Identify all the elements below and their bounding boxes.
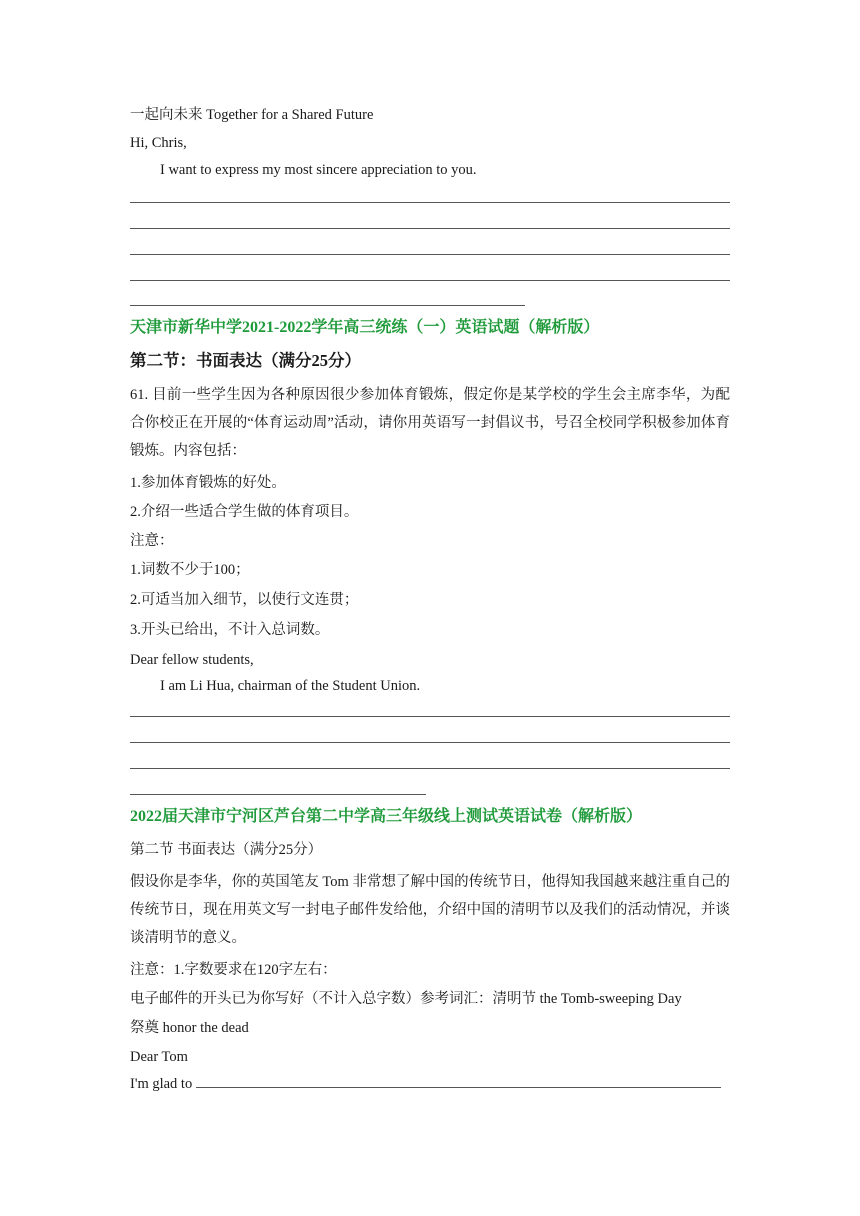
task-prompt: 61. 目前一些学生因为各种原因很少参加体育锻炼，假定你是某学校的学生会主席李华，为配合你校正在开展的“体育运动周”活动，请你用英语写一封倡议书，号召全校同学积极参加体育锻炼。内容包括： — [130, 387, 730, 459]
answer-line — [130, 794, 426, 795]
content-point: 1.参加体育锻炼的好处。 — [130, 475, 286, 491]
letter-greeting: Dear fellow students, — [130, 652, 254, 668]
answer-line — [130, 280, 730, 281]
answer-line — [130, 305, 525, 306]
note-item: 1.词数不少于100； — [130, 562, 250, 578]
letter-opening: I'm glad to — [130, 1076, 193, 1092]
letter-opening: I want to express my most sincere appreciation to you. — [160, 162, 477, 178]
source-title: 2022届天津市宁河区芦台第二中学高三年级线上测试英语试卷（解析版） — [130, 808, 643, 825]
vocabulary-line: 祭奠 honor the dead — [130, 1020, 249, 1036]
letter-opening: I am Li Hua, chairman of the Student Union. — [160, 678, 421, 694]
essay-title-line: 一起向未来 Together for a Shared Future — [130, 107, 374, 123]
answer-line — [130, 228, 730, 229]
answer-line — [130, 768, 730, 769]
note-item: 3.开头已给出，不计入总词数。 — [130, 622, 330, 638]
answer-line — [196, 1073, 721, 1088]
notes-label: 注意： — [130, 533, 174, 549]
answer-line — [130, 254, 730, 255]
part-title: 第二节 书面表达（满分25分） — [130, 842, 323, 858]
note-line: 注意：1.字数要求在120字左右： — [130, 962, 337, 978]
task-prompt: 假设你是李华，你的英国笔友 Tom 非常想了解中国的传统节日，他得知我国越来越注重自己的传统节日，现在用英文写一封电子邮件发给他，介绍中国的清明节以及我们的活动情况，并谈谈清明节的意义。 — [130, 874, 730, 946]
note-item: 2.可适当加入细节，以使行文连贯； — [130, 592, 359, 608]
vocabulary-line: 电子邮件的开头已为你写好（不计入总字数）参考词汇：清明节 the Tomb-sweeping Day — [130, 991, 682, 1007]
part-title: 第二节：书面表达（满分25分） — [130, 351, 361, 370]
content-point: 2.介绍一些适合学生做的体育项目。 — [130, 504, 359, 520]
letter-opening-line — [130, 1073, 721, 1094]
answer-line — [130, 716, 730, 717]
letter-greeting: Hi, Chris, — [130, 135, 187, 151]
letter-greeting: Dear Tom — [130, 1049, 188, 1065]
answer-line — [130, 202, 730, 203]
source-title: 天津市新华中学2021-2022学年高三统练（一）英语试题（解析版） — [130, 319, 600, 336]
answer-line — [130, 742, 730, 743]
